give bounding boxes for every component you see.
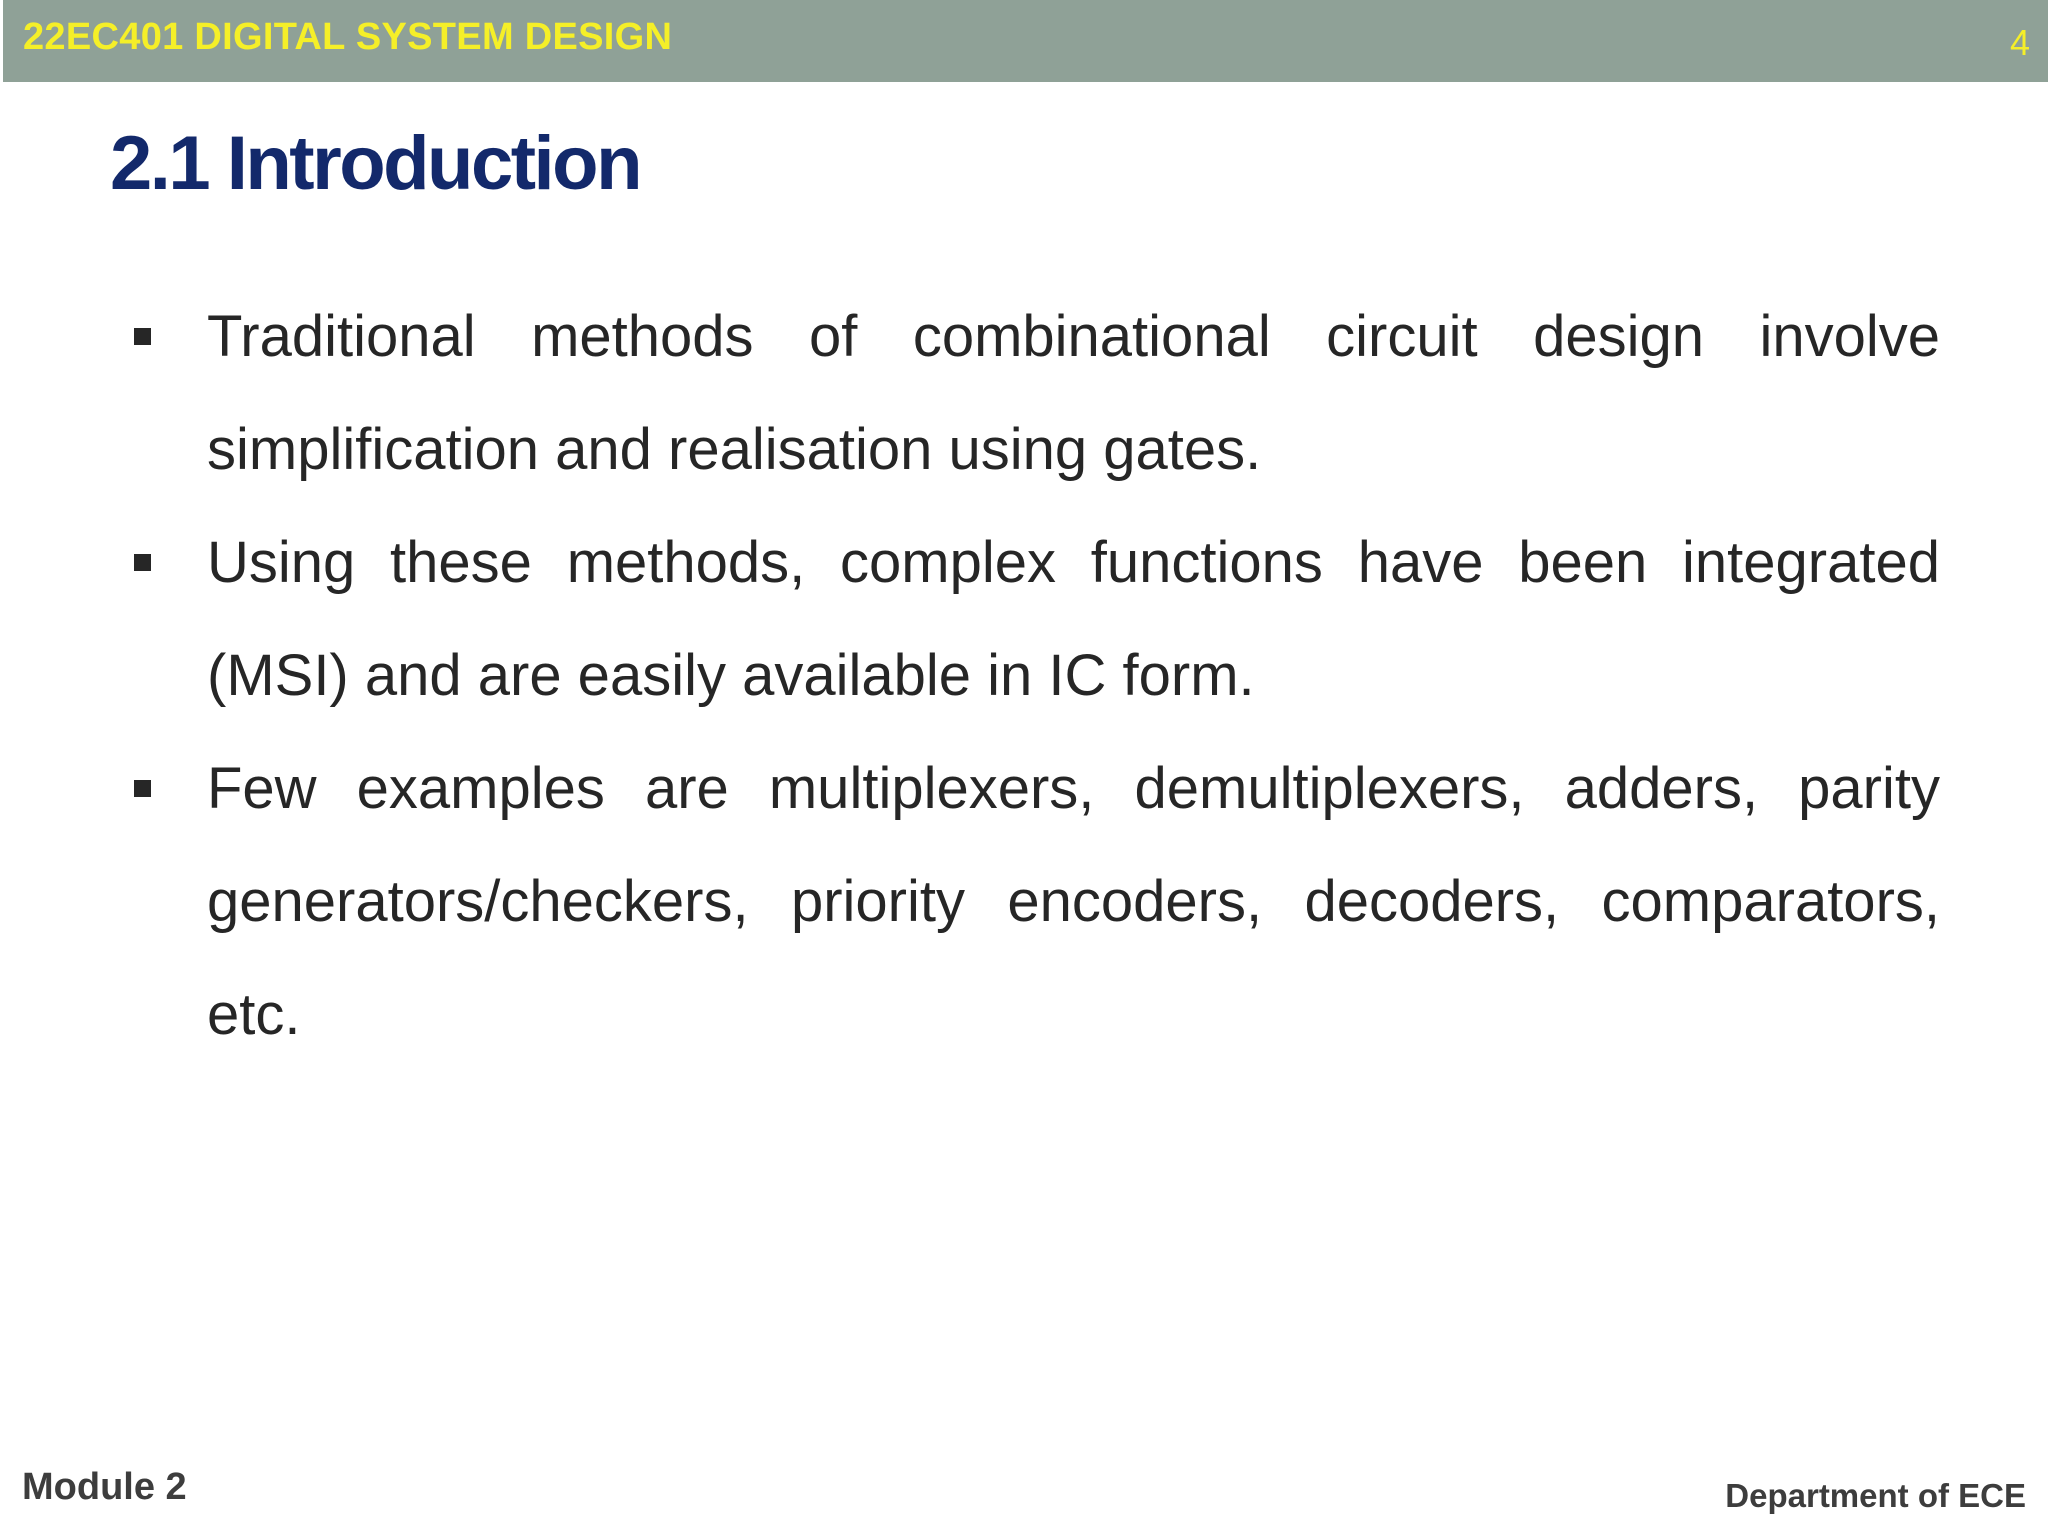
footer-department: Department of ECE [1725, 1477, 2026, 1514]
bullet-text: Traditional methods of combinational circuit design involve simplification and realisation using gates. [207, 304, 1940, 482]
header-bar [3, 0, 2048, 82]
square-bullet-icon [134, 554, 151, 571]
bullet-text: Few examples are multiplexers, demultiplexers, adders, parity generators/checkers, priority encoders, decoders, comparators, etc. [207, 756, 1940, 1047]
bullet-item [132, 506, 1940, 732]
slide-title: 2.1 Introduction [110, 121, 640, 206]
bullet-list [132, 280, 1940, 1071]
square-bullet-icon [134, 780, 151, 797]
page-number: 4 [2009, 22, 2030, 63]
footer-module: Module 2 [22, 1466, 187, 1508]
bullet-item [132, 732, 1940, 1071]
bullet-text: Using these methods, complex functions have been integrated (MSI) and are easily available in IC form. [207, 530, 1940, 708]
bullet-item [132, 280, 1940, 506]
square-bullet-icon [134, 328, 151, 345]
course-title: 22EC401 DIGITAL SYSTEM DESIGN [23, 16, 673, 58]
